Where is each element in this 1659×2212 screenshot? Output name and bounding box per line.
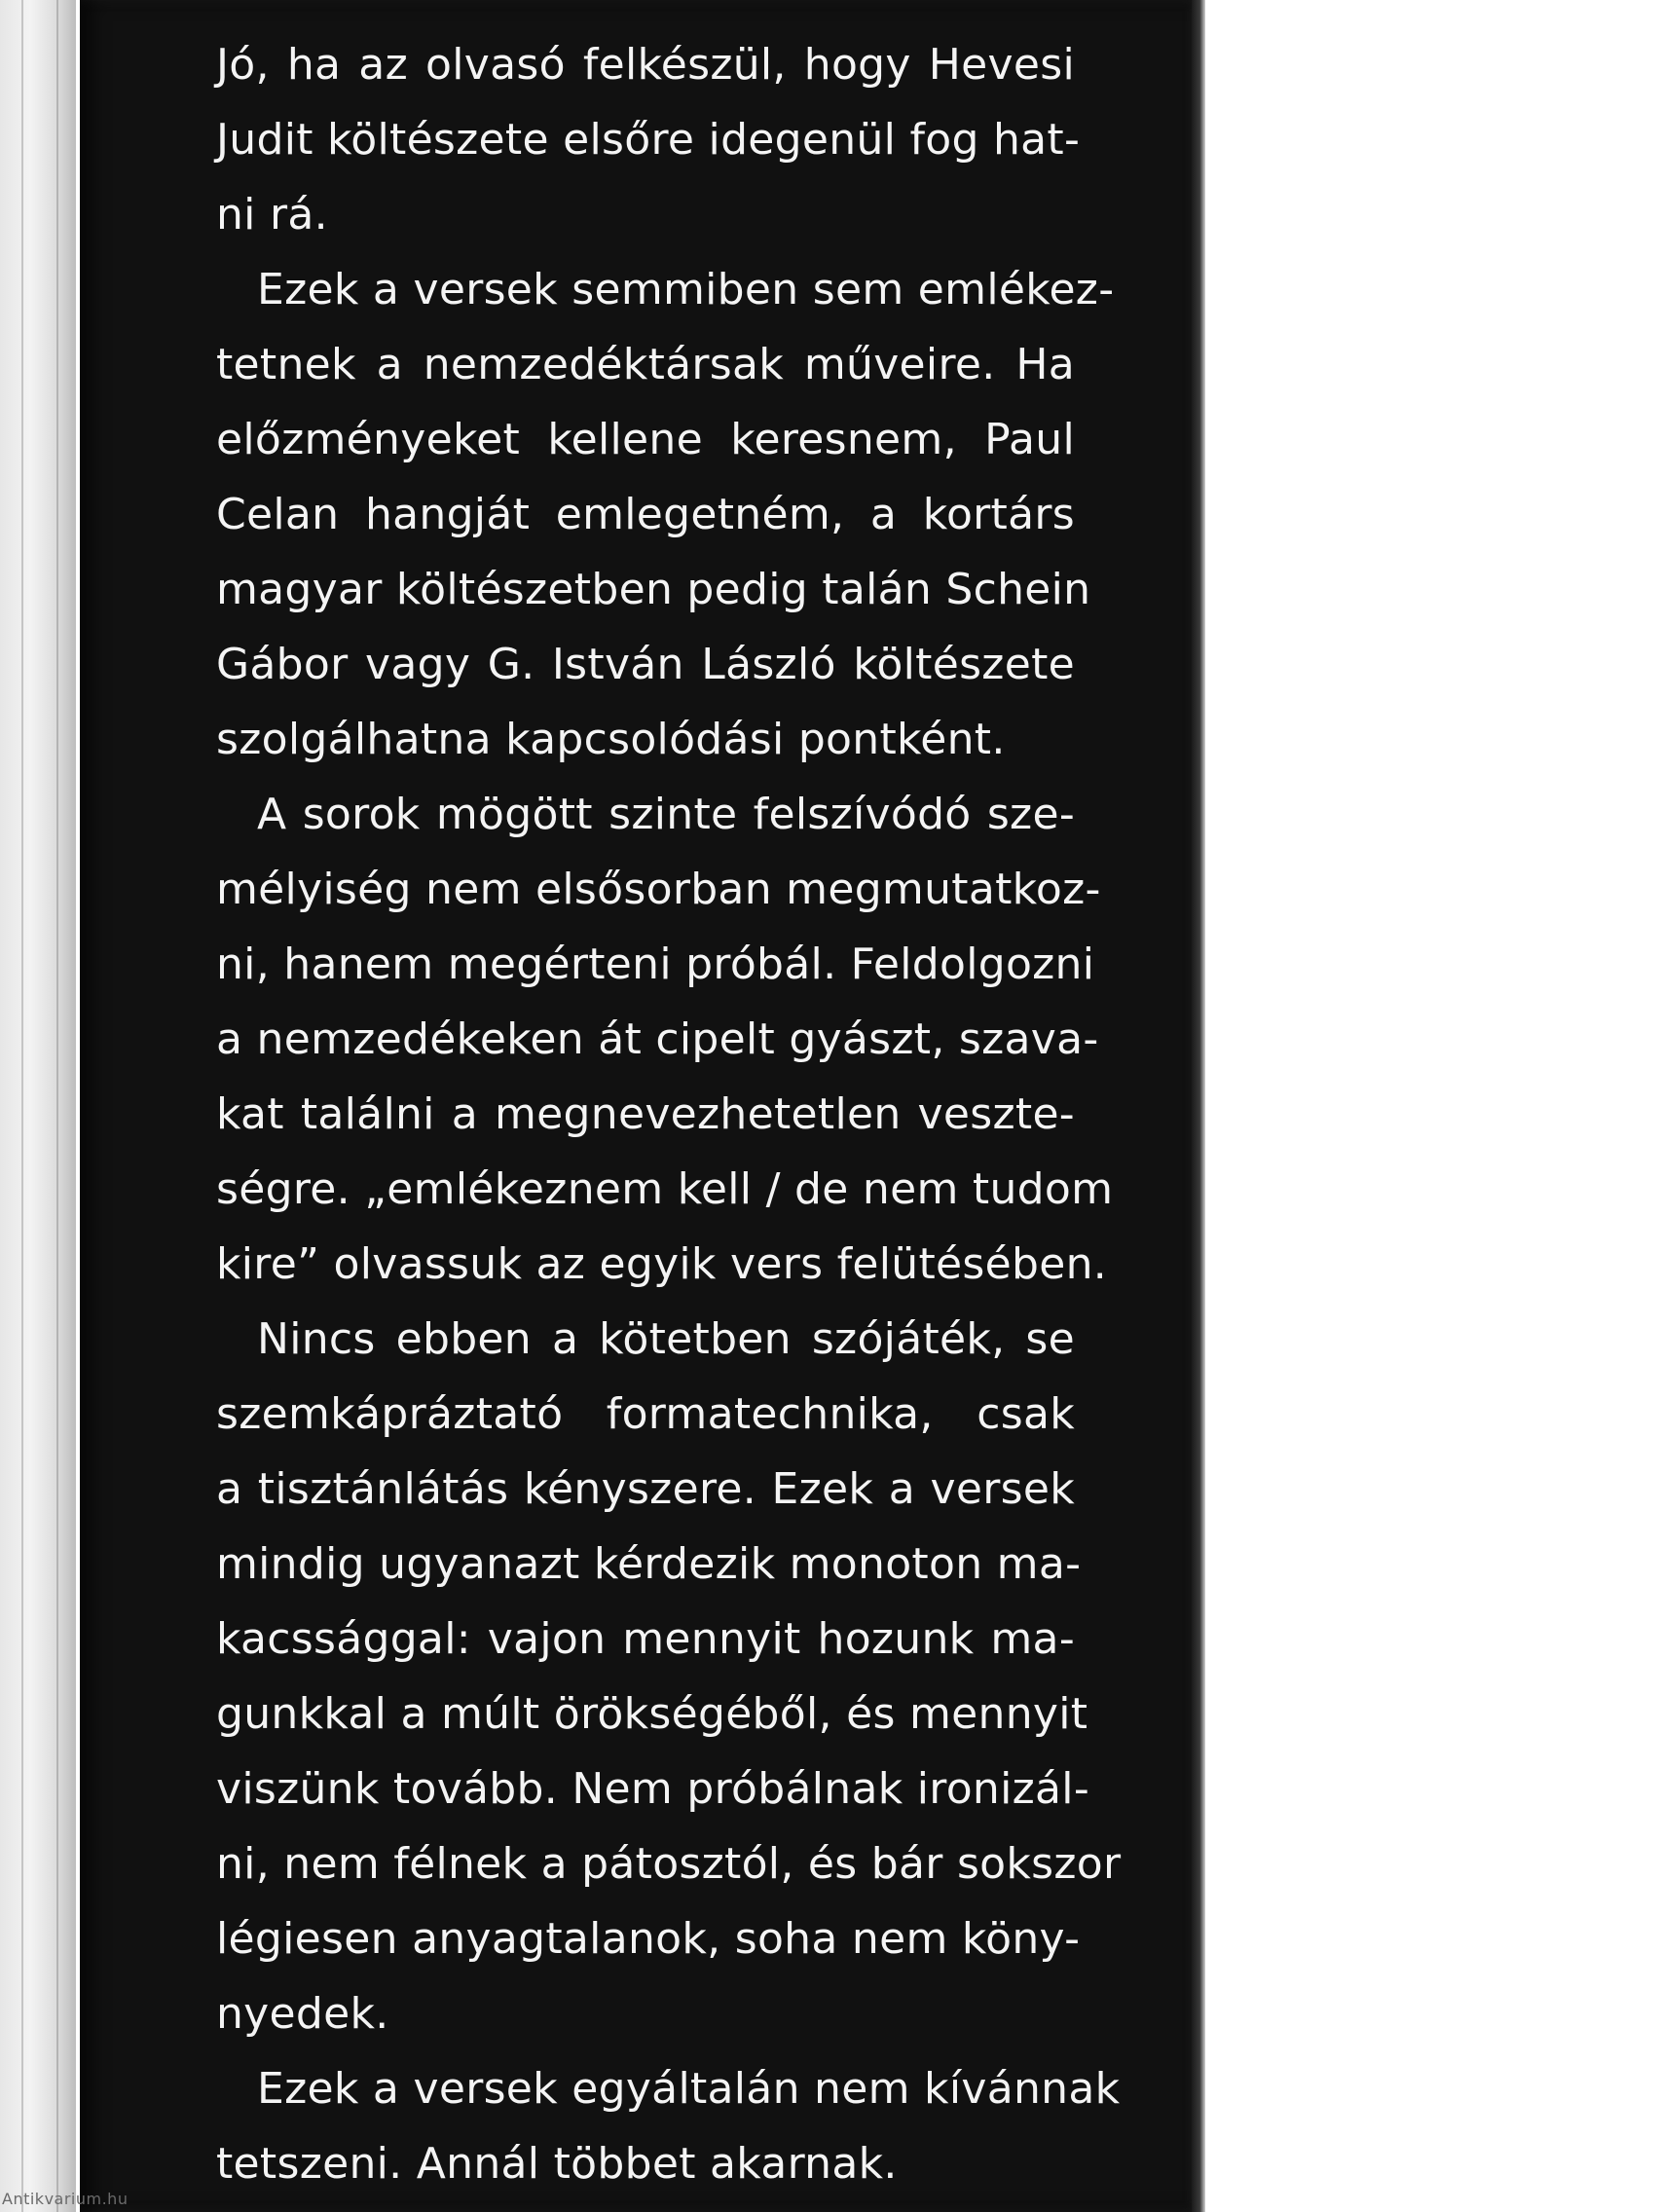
text-line: szolgálhatna kapcsolódási pontként. [216,715,1006,764]
text-line: a tisztánlátás kényszere. Ezek a versek [216,1464,1075,1514]
text-line: nyedek. [216,1989,389,2039]
text-line: gunkkal a múlt örökségéből, és mennyit [216,1689,1088,1739]
text-line: Ezek a versek egyáltalán nem kívánnak [257,2064,1121,2114]
text-line: a nemzedékeken át cipelt gyászt, szava- [216,1014,1099,1064]
text-line: Ezek a versek semmiben sem emlékez- [257,265,1115,314]
blurb-text [216,27,1122,2201]
text-line: ni, hanem megérteni próbál. Feldolgozni [216,940,1095,989]
text-line: ségre. „emlékeznem kell / de nem tudom [216,1164,1114,1214]
page-fold-line [56,0,58,2212]
text-line: Gábor vagy G. István László költészete [216,640,1075,689]
text-line: mindig ugyanazt kérdezik monoton ma- [216,1539,1082,1589]
scanned-page-edge [0,0,76,2212]
text-line: szemkápráztató formatechnika, csak [216,1389,1075,1439]
text-line: A sorok mögött szinte felszívódó sze- [257,790,1075,839]
text-line: Celan hangját emlegetném, a kortárs [216,490,1075,539]
text-line: tetszeni. Annál többet akarnak. [216,2139,898,2189]
text-line: kat találni a megnevezhetetlen veszte- [216,1089,1075,1139]
text-line: Jó, ha az olvasó felkészül, hogy Hevesi [216,40,1075,90]
page-fold-line [21,0,23,2212]
text-line: ni, nem félnek a pátosztól, és bár sokszor [216,1839,1122,1889]
text-line: ni rá. [216,190,328,240]
cover-edge [1192,0,1205,2212]
text-line: mélyiség nem elsősorban megmutatkoz- [216,865,1101,914]
text-line: kacssággal: vajon mennyit hozunk ma- [216,1614,1075,1664]
text-line: előzményeket kellene keresnem, Paul [216,415,1075,464]
watermark: Antikvarium.hu [2,2190,129,2208]
text-line: légiesen anyagtalanok, soha nem köny- [216,1914,1081,1964]
text-line: tetnek a nemzedéktársak műveire. Ha [216,340,1075,389]
text-line: magyar költészetben pedig talán Schein [216,565,1091,614]
text-line: kire” olvassuk az egyik vers felütésében. [216,1239,1108,1289]
text-line: Nincs ebben a kötetben szójáték, se [257,1314,1075,1364]
text-line: viszünk tovább. Nem próbálnak ironizál- [216,1764,1090,1814]
text-line: Judit költészete elsőre idegenül fog hat- [216,115,1081,165]
